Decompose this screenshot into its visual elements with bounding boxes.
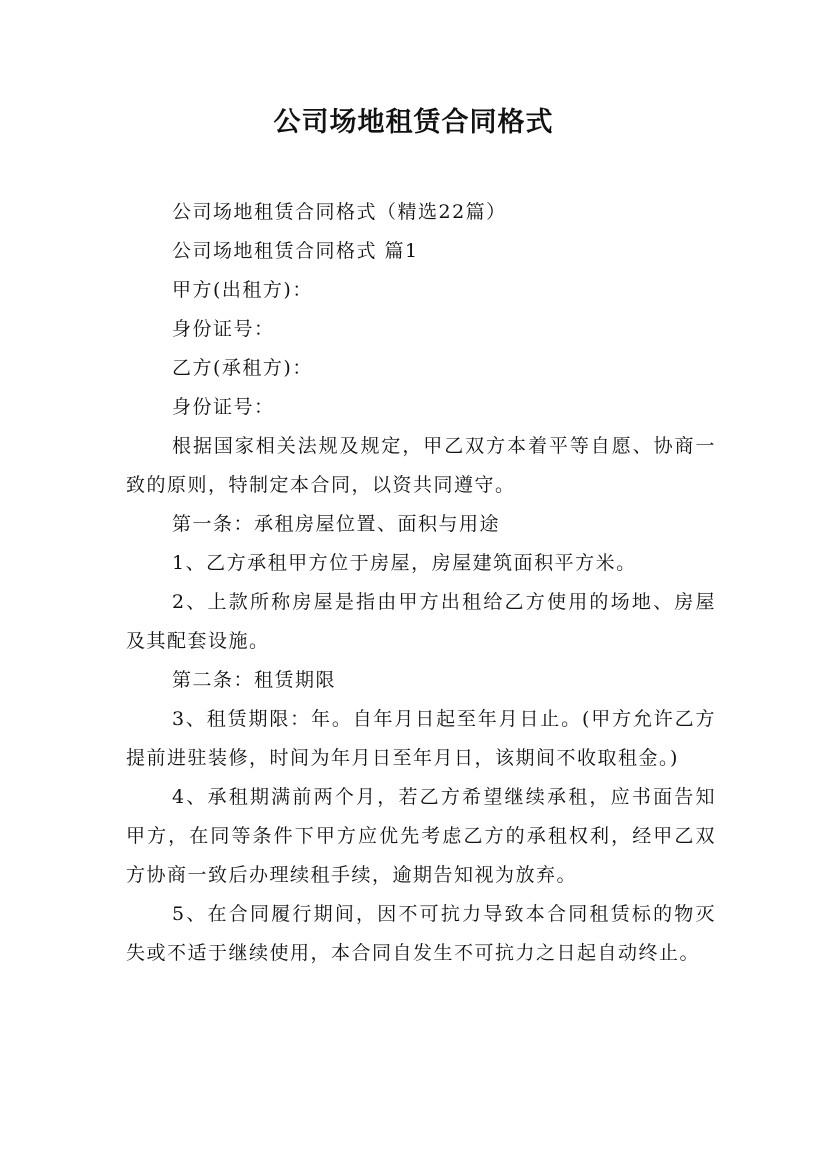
party-b-line: 乙方(承租方)： — [172, 357, 313, 379]
subtitle-line: 公司场地租赁合同格式（精选22篇） — [172, 201, 507, 223]
clause-2: 2、上款所称房屋是指由甲方出租给乙方使用的场地、房屋及其配套设施。 — [126, 591, 716, 652]
document-body — [126, 193, 716, 973]
intro-paragraph: 根据国家相关法规及规定，甲乙双方本着平等自愿、协商一致的原则，特制定本合同，以资共同遵守。 — [126, 435, 716, 496]
party-b-id-line: 身份证号： — [172, 396, 275, 418]
clause-1: 1、乙方承租甲方位于房屋，房屋建筑面积平方米。 — [172, 552, 637, 574]
clause-4: 4、承租期满前两个月，若乙方希望继续承租，应书面告知甲方，在同等条件下甲方应优先考虑乙方的承租权利，经甲乙双方协商一致后办理续租手续，逾期告知视为放弃。 — [126, 786, 716, 886]
article-2-heading: 第二条：租赁期限 — [172, 669, 337, 691]
document-title: 公司场地租赁合同格式 — [273, 107, 554, 138]
party-a-line: 甲方(出租方)： — [172, 279, 313, 301]
article-1-heading: 第一条：承租房屋位置、面积与用途 — [172, 513, 501, 535]
clause-3: 3、租赁期限：年。自年月日起至年月日止。(甲方允许乙方提前进驻装修，时间为年月日至年月日，该期间不收取租金。) — [126, 708, 716, 769]
section-heading: 公司场地租赁合同格式 篇1 — [172, 240, 419, 262]
clause-5: 5、在合同履行期间，因不可抗力导致本合同租赁标的物灭失或不适于继续使用，本合同自发生不可抗力之日起自动终止。 — [126, 903, 716, 964]
party-a-id-line: 身份证号： — [172, 318, 275, 340]
